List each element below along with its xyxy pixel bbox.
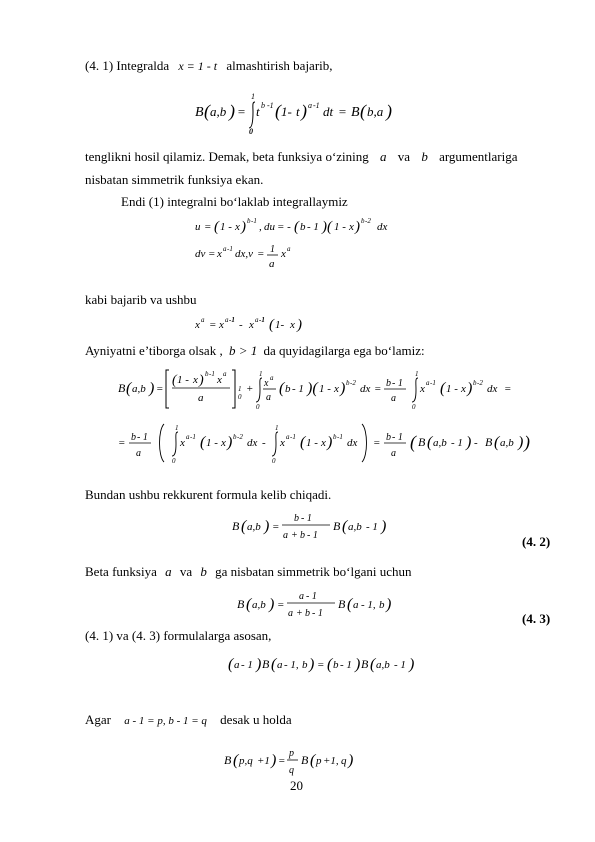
svg-text:B: B — [351, 105, 360, 120]
svg-text:-1: -1 — [251, 217, 257, 225]
svg-text:a: a — [266, 392, 271, 403]
svg-text:1: 1 — [415, 370, 419, 378]
svg-text:dx: dx — [247, 437, 258, 449]
svg-text:=: = — [257, 248, 265, 260]
svg-text:q: q — [341, 755, 347, 767]
svg-text:1 -: 1 - — [334, 221, 346, 233]
svg-text:): ) — [409, 656, 415, 673]
svg-text:+1: +1 — [257, 755, 270, 767]
equation-tag-4-2: (4. 2) — [522, 534, 551, 549]
svg-text:): ) — [518, 434, 524, 451]
svg-text:b: b — [294, 513, 299, 524]
svg-text:x: x — [235, 221, 240, 233]
svg-text:- 1: - 1 — [451, 437, 463, 449]
svg-text:- 1,: - 1, — [361, 599, 376, 611]
svg-text:(: ( — [342, 518, 348, 535]
svg-text:a: a — [270, 374, 274, 382]
svg-text:(: ( — [440, 380, 446, 397]
svg-text:- 1: - 1 — [392, 378, 403, 389]
svg-text:=: = — [208, 248, 216, 260]
equation-4-2-svg — [232, 508, 432, 546]
svg-text:dv: dv — [195, 248, 206, 260]
svg-text:a,b: a,b — [210, 104, 227, 119]
svg-text:- 1: - 1 — [307, 221, 319, 233]
svg-text:-1: -1 — [430, 379, 436, 387]
svg-text:- 1: - 1 — [312, 608, 323, 619]
svg-text:1: 1 — [270, 244, 275, 255]
svg-text:x: x — [219, 319, 224, 331]
svg-text:0: 0 — [238, 393, 242, 401]
svg-text:): ) — [381, 518, 387, 535]
svg-text:a: a — [136, 448, 141, 459]
svg-text:a: a — [255, 316, 259, 324]
svg-text:x: x — [280, 437, 285, 449]
svg-text:b: b — [285, 383, 291, 395]
svg-text:): ) — [227, 434, 233, 451]
page-number: 20 — [290, 778, 303, 793]
equation-identity — [195, 313, 335, 340]
svg-text:- 1: - 1 — [394, 659, 406, 671]
line-beta-symmetric — [85, 564, 412, 580]
svg-text:- 1: - 1 — [292, 383, 304, 395]
svg-text:t: t — [256, 104, 260, 119]
svg-text:+: + — [246, 383, 254, 395]
svg-text:): ) — [264, 518, 270, 535]
svg-text:(: ( — [279, 380, 285, 397]
equation-derivation-line2 — [118, 418, 548, 473]
paragraph-symmetric-text: tenglikni hosil qilamiz. Demak, beta funksiya o‘zining — [85, 149, 369, 164]
svg-text:+: + — [291, 530, 298, 541]
svg-text:(: ( — [233, 752, 239, 769]
svg-text:B: B — [232, 519, 240, 533]
svg-text:dx: dx — [377, 221, 388, 233]
equation-derivation-line1 — [118, 364, 558, 417]
svg-text:-2: -2 — [477, 379, 483, 387]
svg-text:B: B — [237, 597, 245, 611]
svg-text:x: x — [195, 319, 200, 331]
svg-text:B: B — [361, 657, 369, 671]
svg-text:x: x — [281, 248, 286, 260]
svg-text:1 -: 1 - — [177, 374, 189, 386]
svg-text:b: b — [247, 217, 251, 225]
paragraph-symmetric-line2: nisbatan simmetrik funksiya ekan. — [85, 172, 264, 187]
svg-text:): ) — [467, 380, 473, 397]
svg-text:a,b: a,b — [500, 437, 514, 449]
svg-text:a: a — [287, 245, 291, 253]
svg-text:(: ( — [204, 101, 210, 121]
svg-text:=: = — [209, 319, 217, 331]
svg-text:-2: -2 — [350, 379, 356, 387]
line-ayniyat — [85, 343, 425, 359]
svg-text:=: = — [277, 599, 285, 611]
svg-text:-1: -1 — [229, 316, 235, 324]
svg-text:(: ( — [410, 432, 416, 452]
svg-text:a,b: a,b — [433, 437, 447, 449]
equation-4-3 — [237, 586, 437, 629]
svg-text:B: B — [224, 753, 232, 767]
equation-4-3-svg — [237, 586, 437, 624]
beta-suffix: ga nisbatan simmetrik bo‘lgani uchun — [215, 564, 412, 579]
svg-text:x: x — [193, 374, 198, 386]
svg-text:a: a — [186, 433, 190, 441]
svg-text:b: b — [473, 379, 477, 387]
svg-text:-: - — [262, 437, 266, 449]
svg-text:B: B — [333, 519, 341, 533]
svg-text:a,b: a,b — [247, 521, 261, 533]
svg-text:- 1: - 1 — [392, 432, 403, 443]
svg-text:1: 1 — [251, 92, 255, 101]
svg-text:=: = — [237, 104, 246, 119]
svg-text:x: x — [420, 383, 425, 395]
equation-beta-symmetry — [195, 92, 425, 132]
svg-text:a: a — [223, 245, 227, 253]
equation-u-du-svg — [195, 215, 435, 237]
svg-text:B: B — [338, 597, 346, 611]
svg-text:(: ( — [310, 752, 316, 769]
svg-text:= -: = - — [277, 221, 291, 233]
svg-text:)(: )( — [322, 219, 332, 235]
svg-text:+: + — [296, 608, 303, 619]
svg-text:b: b — [379, 599, 385, 611]
svg-text:a,b: a,b — [132, 383, 146, 395]
svg-text:=: = — [374, 383, 382, 395]
svg-text:-1: -1 — [259, 316, 265, 324]
svg-text:): ) — [269, 596, 275, 613]
svg-text:b: b — [361, 217, 365, 225]
svg-text:0: 0 — [249, 127, 253, 134]
svg-text:a: a — [283, 530, 288, 541]
svg-text:): ) — [386, 101, 392, 121]
svg-text:a: a — [288, 608, 293, 619]
svg-text:(: ( — [269, 317, 274, 333]
word-argumentlariga: argumentlariga — [439, 149, 518, 164]
svg-text:du: du — [264, 221, 275, 233]
svg-text:b: b — [131, 432, 136, 443]
svg-text:B: B — [485, 435, 493, 449]
svg-text:): ) — [340, 380, 346, 397]
svg-text:x: x — [349, 221, 354, 233]
svg-text:b: b — [233, 433, 237, 441]
svg-text:=: = — [156, 383, 164, 395]
svg-text:a: a — [353, 599, 359, 611]
svg-text:a,b: a,b — [376, 659, 390, 671]
svg-text:=: = — [272, 521, 280, 533]
svg-text:B: B — [418, 435, 426, 449]
svg-text:(: ( — [271, 656, 277, 673]
svg-text:x: x — [249, 319, 254, 331]
svg-text:b: b — [386, 432, 391, 443]
word-va-2: va — [179, 564, 193, 579]
svg-text:=: = — [317, 659, 325, 671]
svg-text:): ) — [327, 434, 333, 451]
agar-condition: a - 1 = p, b - 1 = q — [124, 715, 207, 727]
svg-text:-1: -1 — [290, 433, 296, 441]
svg-text:(: ( — [228, 656, 234, 673]
var-a-2: a — [165, 564, 172, 579]
svg-text:a: a — [269, 258, 275, 270]
svg-text:a: a — [308, 101, 312, 110]
svg-text:): ) — [355, 219, 360, 235]
svg-text:): ) — [256, 656, 262, 673]
svg-text:1: 1 — [259, 370, 263, 378]
svg-text:- 1: - 1 — [366, 521, 378, 533]
svg-text:-: - — [239, 319, 243, 331]
svg-text:dt: dt — [323, 104, 334, 119]
svg-text:b: b — [333, 659, 339, 671]
svg-text:): ) — [199, 373, 204, 388]
svg-text:=: = — [204, 221, 212, 233]
ref-4-1: (4. 1) Integralda — [85, 58, 170, 73]
paragraph-symmetric — [85, 149, 553, 165]
condition-b-gt-1: b > 1 — [228, 343, 258, 358]
equation-derivation-line1-svg — [118, 364, 558, 412]
svg-text:- 1: - 1 — [307, 530, 318, 541]
svg-text:-1: -1 — [227, 245, 233, 253]
svg-text:1-: 1- — [275, 319, 285, 331]
svg-text:a: a — [223, 370, 227, 378]
line-integralda — [85, 58, 333, 74]
svg-text:b: b — [300, 530, 305, 541]
svg-text:(: ( — [360, 101, 366, 121]
svg-text:-1: -1 — [313, 101, 320, 110]
svg-text:b: b — [300, 221, 306, 233]
svg-text:0: 0 — [172, 457, 176, 465]
svg-text:(: ( — [494, 434, 500, 451]
equation-combined-svg — [228, 652, 428, 678]
svg-text:-1: -1 — [337, 433, 343, 441]
paragraph-integrate-by-parts: Endi (1) integralni bo‘laklab integrallaymiz — [121, 194, 348, 209]
svg-text:): ) — [229, 101, 235, 121]
svg-text:a: a — [277, 659, 283, 671]
svg-text:a: a — [234, 659, 240, 671]
svg-text:a: a — [225, 316, 229, 324]
svg-text:): ) — [241, 219, 246, 235]
svg-text:a: a — [286, 433, 290, 441]
svg-text:B: B — [118, 381, 126, 395]
svg-text:-1: -1 — [190, 433, 196, 441]
svg-text:a,b: a,b — [252, 599, 266, 611]
equation-derivation-line2-svg — [118, 418, 548, 468]
svg-text:dx: dx — [487, 383, 498, 395]
svg-text:-2: -2 — [365, 217, 371, 225]
svg-text:=: = — [373, 437, 381, 449]
svg-text:u: u — [195, 221, 201, 233]
svg-text:(: ( — [427, 434, 433, 451]
equation-identity-svg — [195, 313, 335, 335]
svg-text:(: ( — [294, 219, 299, 235]
svg-text:): ) — [149, 380, 155, 397]
equation-u-du — [195, 215, 435, 242]
svg-text:(: ( — [214, 219, 219, 235]
svg-text:a: a — [201, 316, 205, 324]
svg-text:b: b — [346, 379, 350, 387]
var-b-2: b — [200, 564, 207, 579]
svg-text:b,a: b,a — [367, 104, 384, 119]
svg-text:B: B — [262, 657, 270, 671]
svg-text:- 1: - 1 — [340, 659, 352, 671]
svg-text:(: ( — [327, 656, 333, 673]
svg-text:): ) — [271, 752, 277, 769]
substitution-formula: x = 1 - t — [178, 59, 218, 73]
svg-text:dx: dx — [360, 383, 371, 395]
svg-text:): ) — [355, 656, 361, 673]
svg-text:=: = — [278, 755, 286, 767]
svg-text:1 -: 1 - — [220, 221, 232, 233]
svg-text:p,q: p,q — [239, 755, 253, 767]
svg-text:,: , — [259, 221, 262, 233]
svg-text:-: - — [474, 437, 478, 449]
equation-tag-4-3: (4. 3) — [522, 611, 551, 626]
svg-text:a: a — [198, 392, 204, 404]
svg-text:b: b — [205, 370, 209, 378]
substitution-text: almashtirish bajarib, — [226, 58, 333, 73]
ayniyat-suffix: da quyidagilarga ega bo‘lamiz: — [263, 343, 425, 358]
beta-prefix: Beta funksiya — [85, 564, 157, 579]
svg-text:=: = — [338, 104, 347, 119]
svg-text:=: = — [118, 437, 126, 449]
svg-text:x: x — [217, 374, 222, 386]
svg-text:a,b: a,b — [348, 521, 362, 533]
equation-4-2 — [232, 508, 432, 551]
equation-dv-v — [195, 241, 335, 282]
svg-text:1: 1 — [275, 424, 279, 432]
svg-text:): ) — [386, 596, 392, 613]
svg-text:x: x — [321, 437, 326, 449]
var-b: b — [421, 149, 428, 164]
svg-text:b: b — [333, 433, 337, 441]
svg-text:- 1: - 1 — [301, 513, 312, 524]
text-kabi-bajarib: kabi bajarib va ushbu — [85, 292, 197, 307]
svg-text:x: x — [221, 437, 226, 449]
equation-combined — [228, 652, 428, 683]
svg-text:q: q — [289, 765, 294, 776]
svg-text:x: x — [264, 378, 269, 389]
svg-text:+1,: +1, — [323, 755, 339, 767]
equation-beta-symmetry-svg — [195, 92, 425, 134]
svg-text:(: ( — [241, 518, 247, 535]
svg-text:p: p — [289, 748, 294, 759]
svg-text:1 -: 1 - — [306, 437, 318, 449]
svg-text:b: b — [261, 101, 265, 110]
agar-prefix: Agar — [85, 712, 111, 727]
svg-text:=: = — [504, 383, 512, 395]
svg-text:- 1: - 1 — [241, 659, 253, 671]
text-bundan: Bundan ushbu rekkurent formula kelib chiqadi. — [85, 487, 332, 502]
svg-text:): ) — [301, 101, 307, 121]
svg-text:(: ( — [300, 434, 306, 451]
svg-text:x: x — [180, 437, 185, 449]
svg-text:(: ( — [370, 656, 376, 673]
svg-text:1: 1 — [175, 424, 179, 432]
svg-text:x: x — [217, 248, 222, 260]
svg-text:)(: )( — [307, 380, 318, 397]
svg-text:a: a — [391, 448, 396, 459]
equation-dv-v-svg — [195, 241, 335, 277]
svg-text:a: a — [426, 379, 430, 387]
svg-text:(: ( — [200, 434, 206, 451]
svg-text:b: b — [302, 659, 308, 671]
svg-text:): ) — [524, 432, 530, 452]
svg-text:x: x — [334, 383, 339, 395]
svg-text:-2: -2 — [237, 433, 243, 441]
svg-text:-1: -1 — [267, 101, 274, 110]
svg-text:a: a — [391, 393, 396, 404]
svg-text:- 1: - 1 — [306, 591, 317, 602]
word-va: va — [397, 149, 411, 164]
svg-text:B: B — [301, 753, 309, 767]
svg-text:1: 1 — [238, 385, 242, 393]
svg-text:(: ( — [126, 380, 132, 397]
svg-text:(: ( — [246, 596, 252, 613]
svg-text:- 1,: - 1, — [284, 659, 299, 671]
svg-text:): ) — [348, 752, 354, 769]
svg-text:dx,v: dx,v — [235, 248, 254, 260]
svg-text:B: B — [195, 105, 204, 120]
svg-text:): ) — [309, 656, 315, 673]
svg-text:- 1: - 1 — [137, 432, 148, 443]
svg-text:b: b — [386, 378, 391, 389]
svg-text:(: ( — [172, 373, 177, 388]
agar-suffix: desak u holda — [220, 712, 292, 727]
svg-text:(: ( — [275, 101, 281, 121]
svg-text:): ) — [466, 434, 472, 451]
svg-text:(: ( — [347, 596, 353, 613]
equation-final-svg — [224, 746, 374, 782]
svg-text:0: 0 — [412, 403, 416, 411]
ayniyat-prefix: Ayniyatni e’tiborga olsak , — [85, 343, 223, 358]
svg-text:1 -: 1 - — [446, 383, 458, 395]
svg-text:-1: -1 — [209, 370, 215, 378]
svg-text:0: 0 — [272, 457, 276, 465]
svg-text:b: b — [305, 608, 310, 619]
var-a: a — [380, 149, 387, 164]
svg-text:t: t — [296, 104, 300, 119]
svg-text:a: a — [299, 591, 304, 602]
svg-text:p: p — [316, 755, 322, 767]
svg-text:x: x — [461, 383, 466, 395]
svg-text:): ) — [297, 317, 302, 333]
line-agar — [85, 712, 292, 729]
svg-text:dx: dx — [347, 437, 358, 449]
svg-text:1 -: 1 - — [319, 383, 331, 395]
svg-text:0: 0 — [256, 403, 260, 411]
text-formulalar: (4. 1) va (4. 3) formulalarga asosan, — [85, 628, 272, 643]
svg-text:x: x — [290, 319, 295, 331]
svg-text:1 -: 1 - — [206, 437, 218, 449]
svg-text:1-: 1- — [281, 104, 292, 119]
